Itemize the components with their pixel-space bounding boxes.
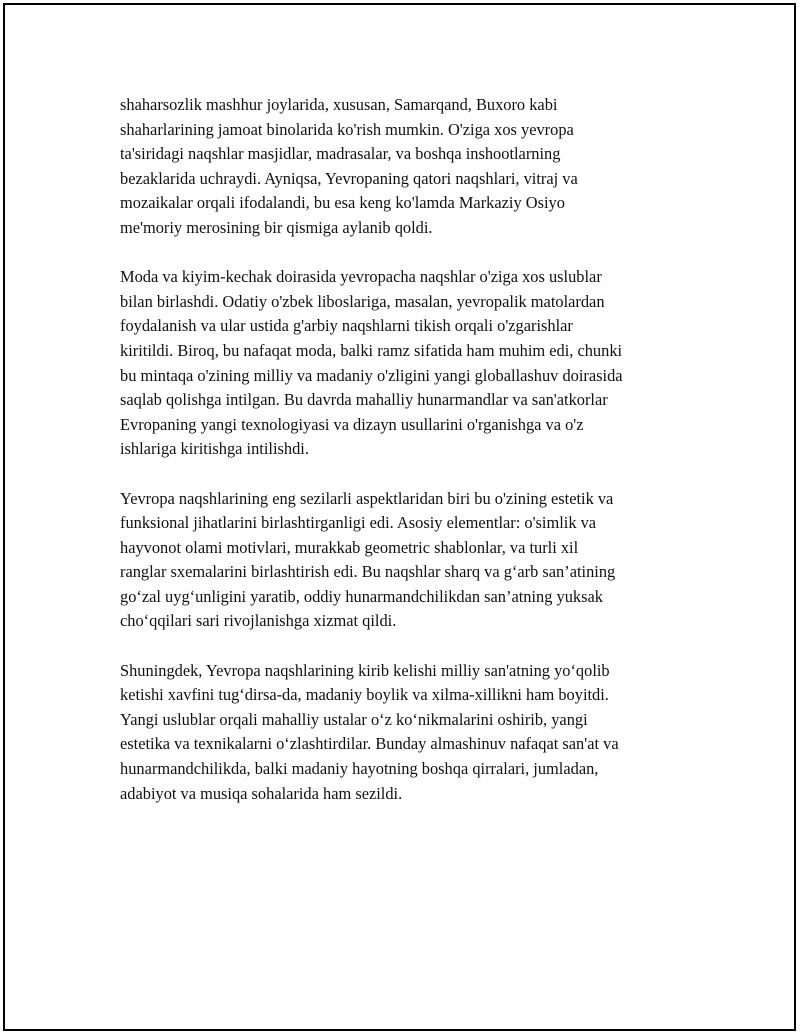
paragraph xyxy=(120,93,700,241)
text-line: hunarmandchilikda, balki madaniy hayotning boshqa qirralari, jumladan, xyxy=(120,759,599,779)
text-line: cho‘qqilari sari rivojlanishga xizmat qildi. xyxy=(120,611,397,631)
text-line: Shuningdek, Yevropa naqshlarining kirib kelishi milliy san'atning yo‘qolib xyxy=(120,660,610,680)
text-line: shaharlarining jamoat binolarida ko'rish mumkin. O'ziga xos yevropa xyxy=(120,119,574,139)
page-frame xyxy=(3,3,796,1031)
text-line: estetika va texnikalarni o‘zlashtirdilar. Bunday almashinuv nafaqat san'at va xyxy=(120,734,619,754)
text-line: hayvonot olami motivlari, murakkab geometric shablonlar, va turli xil xyxy=(120,537,579,557)
text-line: bu mintaqa o'zining milliy va madaniy o'zligini yangi globallashuv doirasida xyxy=(120,365,623,385)
document-body xyxy=(120,93,700,831)
paragraph xyxy=(120,659,700,807)
text-line: kiritildi. Biroq, bu nafaqat moda, balki ramz sifatida ham muhim edi, chunki xyxy=(120,340,623,360)
paragraph xyxy=(120,487,700,635)
text-line: go‘zal uyg‘unligini yaratib, oddiy hunarmandchilikdan san’atning yuksak xyxy=(120,586,603,606)
text-line: adabiyot va musiqa sohalarida ham sezildi. xyxy=(120,783,403,803)
text-line: mozaikalar orqali ifodalandi, bu esa keng ko'lamda Markaziy Osiyo xyxy=(120,193,565,213)
paragraph xyxy=(120,265,700,462)
text-line: me'moriy merosining bir qismiga aylanib qoldi. xyxy=(120,217,433,237)
text-line: shaharsozlik mashhur joylarida, xususan, Samarqand, Buxoro kabi xyxy=(120,95,558,114)
text-line: Yangi uslublar orqali mahalliy ustalar o‘z ko‘nikmalarini oshirib, yangi xyxy=(120,709,588,729)
text-line: funksional jihatlarini birlashtirganligi edi. Asosiy elementlar: o'simlik va xyxy=(120,513,597,533)
text-line: ketishi xavfini tug‘dirsa-da, madaniy boylik va xilma-xillikni ham boyitdi. xyxy=(120,685,609,705)
text-line: ishlariga kiritishga intilishdi. xyxy=(120,439,309,459)
text-line: Yevropa naqshlarining eng sezilarli aspektlaridan biri bu o'zining estetik va xyxy=(120,488,614,508)
text-line: saqlab qolishga intilgan. Bu davrda mahalliy hunarmandlar va san'atkorlar xyxy=(120,390,608,410)
text-line: bezaklarida uchraydi. Ayniqsa, Yevropaning qatori naqshlari, vitraj va xyxy=(120,168,578,188)
text-line: Evropaning yangi texnologiyasi va dizayn usullarini o'rganishga va o'z xyxy=(120,414,584,434)
text-line: foydalanish va ular ustida g'arbiy naqshlarni tikish orqali o'zgarishlar xyxy=(120,316,573,336)
text-line: ranglar sxemalarini birlashtirish edi. Bu naqshlar sharq va g‘arb san’atining xyxy=(120,562,616,582)
text-line: ta'siridagi naqshlar masjidlar, madrasalar, va boshqa inshootlarning xyxy=(120,144,561,164)
text-line: Moda va kiyim-kechak doirasida yevropacha naqshlar o'ziga xos uslublar xyxy=(120,267,602,287)
text-line: bilan birlashdi. Odatiy o'zbek liboslariga, masalan, yevropalik matolardan xyxy=(120,291,605,311)
